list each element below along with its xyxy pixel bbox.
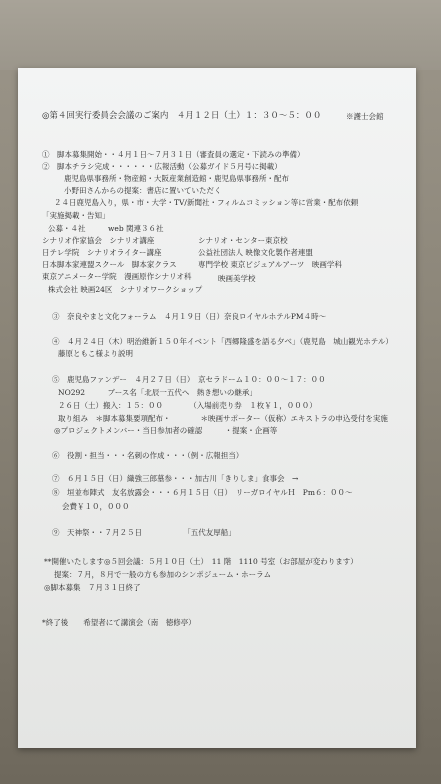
media-left-3: 日本脚本家連盟スクール 脚本家クラス: [42, 260, 177, 269]
script-deadline-line: ◎脚本募集 ７月３１日終了: [44, 583, 141, 592]
item-5-members: ◎プロジェクトメンバー・当日参加者の確認 ・提案・企画等: [54, 426, 278, 435]
item-5-booth: NO292 ブース名「北辰一五代へ 熱き想いの継承」: [58, 388, 257, 397]
item-5-line: ⑤ 鹿児島ファンデー ４月２７日（日） 京セラドーム１０：００～１７：００: [52, 375, 326, 384]
venue-label: ※護士会館: [346, 112, 384, 121]
item-2-detail-1: 鹿児島県事務所・物産館・大阪産業創造館・鹿児島県事務所・配布: [64, 174, 289, 183]
media-left-1: シナリオ作家協会 シナリオ講座: [42, 236, 155, 245]
item-1-line: ① 脚本募集開始・・４月１日～７月３１日（審査員の選定・下読みの準備）: [42, 150, 305, 159]
media-left-4: 東京アニメーター学院 漫画原作シナリオ科: [42, 272, 192, 281]
closing-line: *終了後 希望者にて講演会（南 徳修亭）: [42, 618, 196, 627]
item-8-line: ⑧ 垣並布陣式 友名放露会・・・６月１５日（日） リーガロイヤルＨ Pm６：００～: [52, 488, 353, 497]
item-2-detail-3: ２４日鹿児島入り，県・市・大学・TV/新聞社・フィルムコミッション等に営業・配布依頼: [54, 198, 359, 207]
media-right-2: 公益社団法人 映像文化製作者連盟: [198, 248, 313, 257]
media-heading: 「実施掲載・告知」: [42, 211, 110, 220]
media-left-2: 日テレ学院 シナリオライター講座: [42, 248, 162, 257]
item-2-detail-2: 小野田さんからの提案：書店に置いていただく: [64, 186, 222, 195]
next-meeting-line: **開催いたします◎５回会議：５月１０日（土） 11 階 1110 号室（お部屋が変わります）: [44, 557, 358, 566]
shelf-background: [0, 0, 441, 70]
item-9-line: ⑨ 天神祭・・７月２５日 「五代友厚船」: [52, 528, 236, 537]
media-count: 公募・４社 web 関連３６社: [48, 224, 164, 233]
media-right-1: シナリオ・センター東京校: [198, 236, 288, 245]
proposal-line: 提案：７月，８月で一般の方も参加のシンポジューム・ホーラム: [54, 570, 272, 579]
item-4-line: ④ ４月２４日（木）明治維新１５０年イベント「西郷隆盛を語る夕べ」（鹿児島 城山観光ホテル）: [52, 337, 393, 346]
paper-sheet: [18, 68, 416, 748]
item-5-setup: ２６日（土）搬入：１５：００ （入場前売り券 １枚￥１，０００）: [58, 401, 317, 410]
item-4-detail: 藤原ともこ様より説明: [58, 349, 133, 358]
media-right-3: 専門学校 東京ビジュアルアーツ 映画学科: [198, 260, 342, 269]
item-8-fee: 会費￥１０，０００: [62, 502, 130, 511]
media-left-5: 株式会社 映画24区 シナリオワークショップ: [48, 285, 203, 294]
item-7-line: ⑦ ６月１５日（日）織強三郎墓参・・・加古川「きりしま」食事会 →: [52, 474, 299, 483]
document-title: ◎第４回実行委員会会議のご案内 ４月１２日（土）１：３０～５：００: [42, 111, 322, 121]
item-5-actions: 取り組み ＊脚本募集要項配布・ ＊映画サポーター（仮称）エキストラの申込受付を実施: [58, 414, 388, 423]
media-right-4: 映画美学校: [218, 274, 256, 283]
item-6-line: ⑥ 役割・担当・・・名刺の作成・・・（例・広報担当）: [52, 451, 244, 460]
item-2-line: ② 脚本チラシ完成・・・・・・広報活動（公募ガイド５月号に掲載）: [42, 162, 282, 171]
item-3-line: ③ 奈良やまと文化フォーラム ４月１９日（日）奈良ロイヤルホテルPM４時～: [52, 312, 327, 321]
